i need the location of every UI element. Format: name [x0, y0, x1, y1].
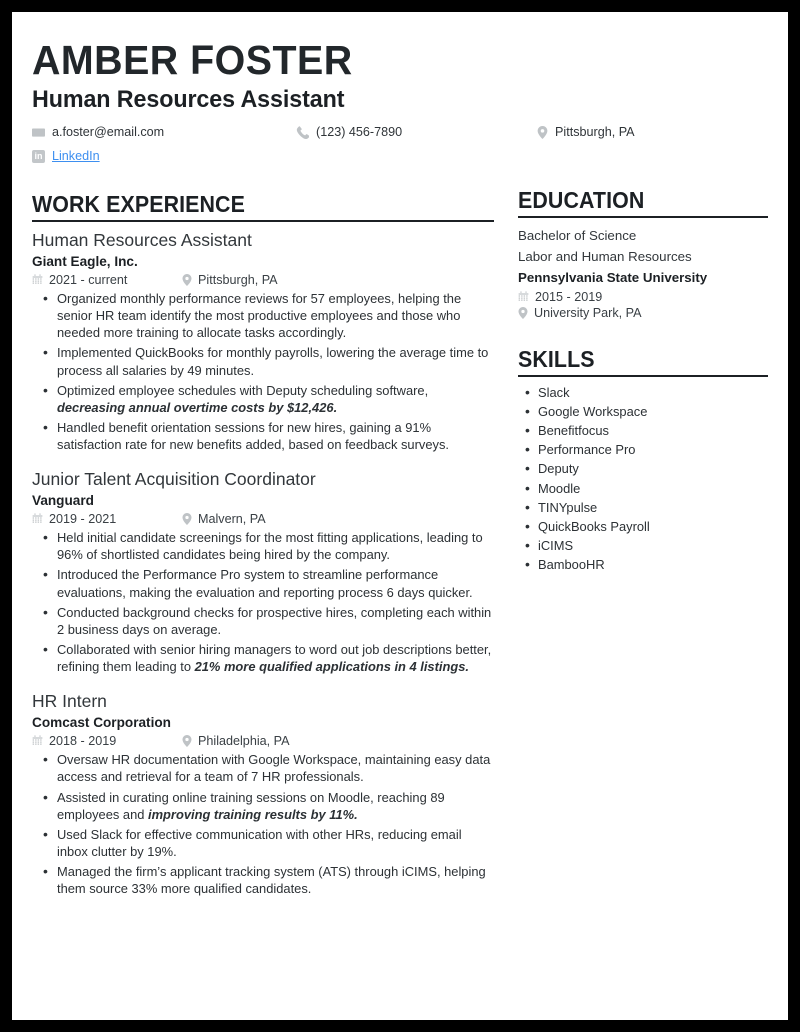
job-dates-text: 2019 - 2021	[49, 512, 117, 527]
job-bullet-list	[32, 290, 494, 453]
contact-location	[537, 125, 635, 139]
map-pin-icon	[537, 126, 548, 139]
job-bullet: • Introduced the Performance Pro system to streamline performance evaluations, making the evaluation and reporting process 6 days quicker.	[32, 566, 494, 600]
job-location	[182, 734, 289, 748]
job-location	[182, 273, 278, 287]
linkedin-link[interactable]: LinkedIn	[52, 149, 100, 164]
job-bullet: • Held initial candidate screenings for the most fitting applications, leading to 96% of shortlisted candidates being hired by the company.	[32, 529, 494, 563]
job-title: HR Intern	[32, 691, 107, 712]
job-bullet: • Collaborated with senior hiring managers to word out job descriptions better, refining them leading to 21% more qualified applications in 4 listings.	[32, 641, 494, 675]
education-dates-text: 2015 - 2019	[535, 290, 603, 305]
candidate-name: AMBER FOSTER	[32, 37, 353, 83]
job-bullet: • Conducted background checks for prospective hires, completing each within 2 business days on average.	[32, 604, 494, 638]
job-company: Vanguard	[32, 493, 94, 509]
skill-item: • TINYpulse	[518, 498, 768, 517]
education-list	[518, 225, 768, 320]
skill-item: • QuickBooks Payroll	[518, 517, 768, 536]
job-dates-text: 2021 - current	[49, 272, 128, 287]
education-degree: Bachelor of Science	[518, 228, 637, 244]
right-column	[494, 178, 768, 574]
job-location-text: Philadelphia, PA	[198, 734, 290, 749]
section-skills	[518, 347, 768, 574]
job-bullet-list	[32, 751, 494, 897]
job-meta	[32, 273, 494, 287]
skills-rule	[518, 375, 768, 377]
map-pin-icon	[182, 735, 192, 747]
skill-item: • Deputy	[518, 459, 768, 478]
job-dates	[32, 512, 182, 526]
job-location-text: Pittsburgh, PA	[198, 272, 278, 287]
skill-item: • iCIMS	[518, 536, 768, 555]
map-pin-icon	[518, 307, 528, 319]
envelope-icon	[32, 126, 45, 139]
job-entry	[32, 469, 494, 675]
job-dates	[32, 734, 182, 748]
linkedin-icon: in	[32, 150, 45, 163]
skill-item: • Benefitfocus	[518, 421, 768, 440]
education-rule	[518, 216, 768, 218]
skill-item: • BambooHR	[518, 555, 768, 574]
resume-header	[12, 12, 788, 173]
calendar-icon	[518, 291, 529, 303]
job-bullet: • Assisted in curating online training sessions on Moodle, reaching 89 employees and improving training results by 11%.	[32, 789, 494, 823]
education-title: EDUCATION	[518, 187, 645, 214]
contact-linkedin[interactable]	[32, 149, 100, 163]
job-bullet: • Oversaw HR documentation with Google Workspace, maintaining easy data access and retrieval for a team of 7 HR professionals.	[32, 751, 494, 785]
contact-email[interactable]	[32, 125, 164, 139]
job-meta	[32, 734, 494, 748]
job-bullet: • Implemented QuickBooks for monthly payrolls, lowering the average time to process all salaries by 49 minutes.	[32, 344, 494, 378]
job-location	[182, 512, 266, 526]
map-pin-icon	[182, 274, 192, 286]
job-bullet: • Managed the firm’s applicant tracking system (ATS) through iCIMS, helping them source 33% more qualified candidates.	[32, 863, 494, 897]
candidate-headline: Human Resources Assistant	[32, 86, 345, 114]
job-entry	[32, 691, 494, 897]
education-school: Pennsylvania State University	[518, 270, 708, 286]
map-pin-icon	[182, 513, 192, 525]
job-bullet-list	[32, 529, 494, 675]
job-dates-text: 2018 - 2019	[49, 734, 117, 749]
contact-email-text: a.foster@email.com	[52, 125, 165, 140]
education-dates	[518, 290, 768, 304]
job-dates	[32, 273, 182, 287]
job-bullet: • Used Slack for effective communication with other HRs, reducing email inbox clutter by 19%.	[32, 826, 494, 860]
job-bullet: • Organized monthly performance reviews for 57 employees, helping the senior HR team identify the most productive employees and those who needed more training to allocate tasks accordingly.	[32, 290, 494, 341]
contact-phone[interactable]	[296, 125, 402, 139]
job-location-text: Malvern, PA	[198, 512, 266, 527]
job-bullet-emphasis: improving training results by 11%.	[148, 806, 358, 822]
education-location-text: University Park, PA	[534, 306, 642, 321]
work-experience-rule	[32, 220, 494, 222]
job-bullet: • Optimized employee schedules with Deputy scheduling software, decreasing annual overtime costs by $12,426.	[32, 382, 494, 416]
skill-item: • Slack	[518, 383, 768, 402]
job-title: Human Resources Assistant	[32, 230, 252, 251]
left-column	[32, 178, 494, 897]
calendar-icon	[32, 274, 43, 286]
skill-item: • Google Workspace	[518, 402, 768, 421]
section-education	[518, 188, 768, 320]
education-location	[518, 306, 768, 320]
job-company: Giant Eagle, Inc.	[32, 253, 138, 269]
section-work-experience	[32, 192, 494, 897]
resume-page	[12, 12, 788, 1020]
phone-icon	[296, 126, 309, 139]
work-experience-title: WORK EXPERIENCE	[32, 191, 245, 218]
job-entry	[32, 230, 494, 453]
contact-info	[32, 125, 768, 173]
job-list	[32, 230, 494, 898]
education-entry	[518, 225, 768, 320]
job-title: Junior Talent Acquisition Coordinator	[32, 469, 316, 490]
job-bullet-emphasis: decreasing annual overtime costs by $12,426.	[57, 399, 338, 415]
calendar-icon	[32, 513, 43, 525]
job-meta	[32, 512, 494, 526]
skill-item: • Performance Pro	[518, 440, 768, 459]
job-bullet-emphasis: 21% more qualified applications in 4 listings.	[194, 659, 469, 675]
job-company: Comcast Corporation	[32, 715, 171, 731]
skill-item: • Moodle	[518, 479, 768, 498]
resume-body	[12, 178, 788, 897]
skills-list	[518, 383, 768, 574]
job-bullet: • Handled benefit orientation sessions for new hires, gaining a 91% satisfaction rate for new benefits added, based on feedback surveys.	[32, 419, 494, 453]
calendar-icon	[32, 735, 43, 747]
education-field: Labor and Human Resources	[518, 249, 692, 265]
skills-title: SKILLS	[518, 346, 595, 373]
contact-location-text: Pittsburgh, PA	[555, 125, 635, 140]
contact-phone-text: (123) 456-7890	[316, 125, 403, 140]
